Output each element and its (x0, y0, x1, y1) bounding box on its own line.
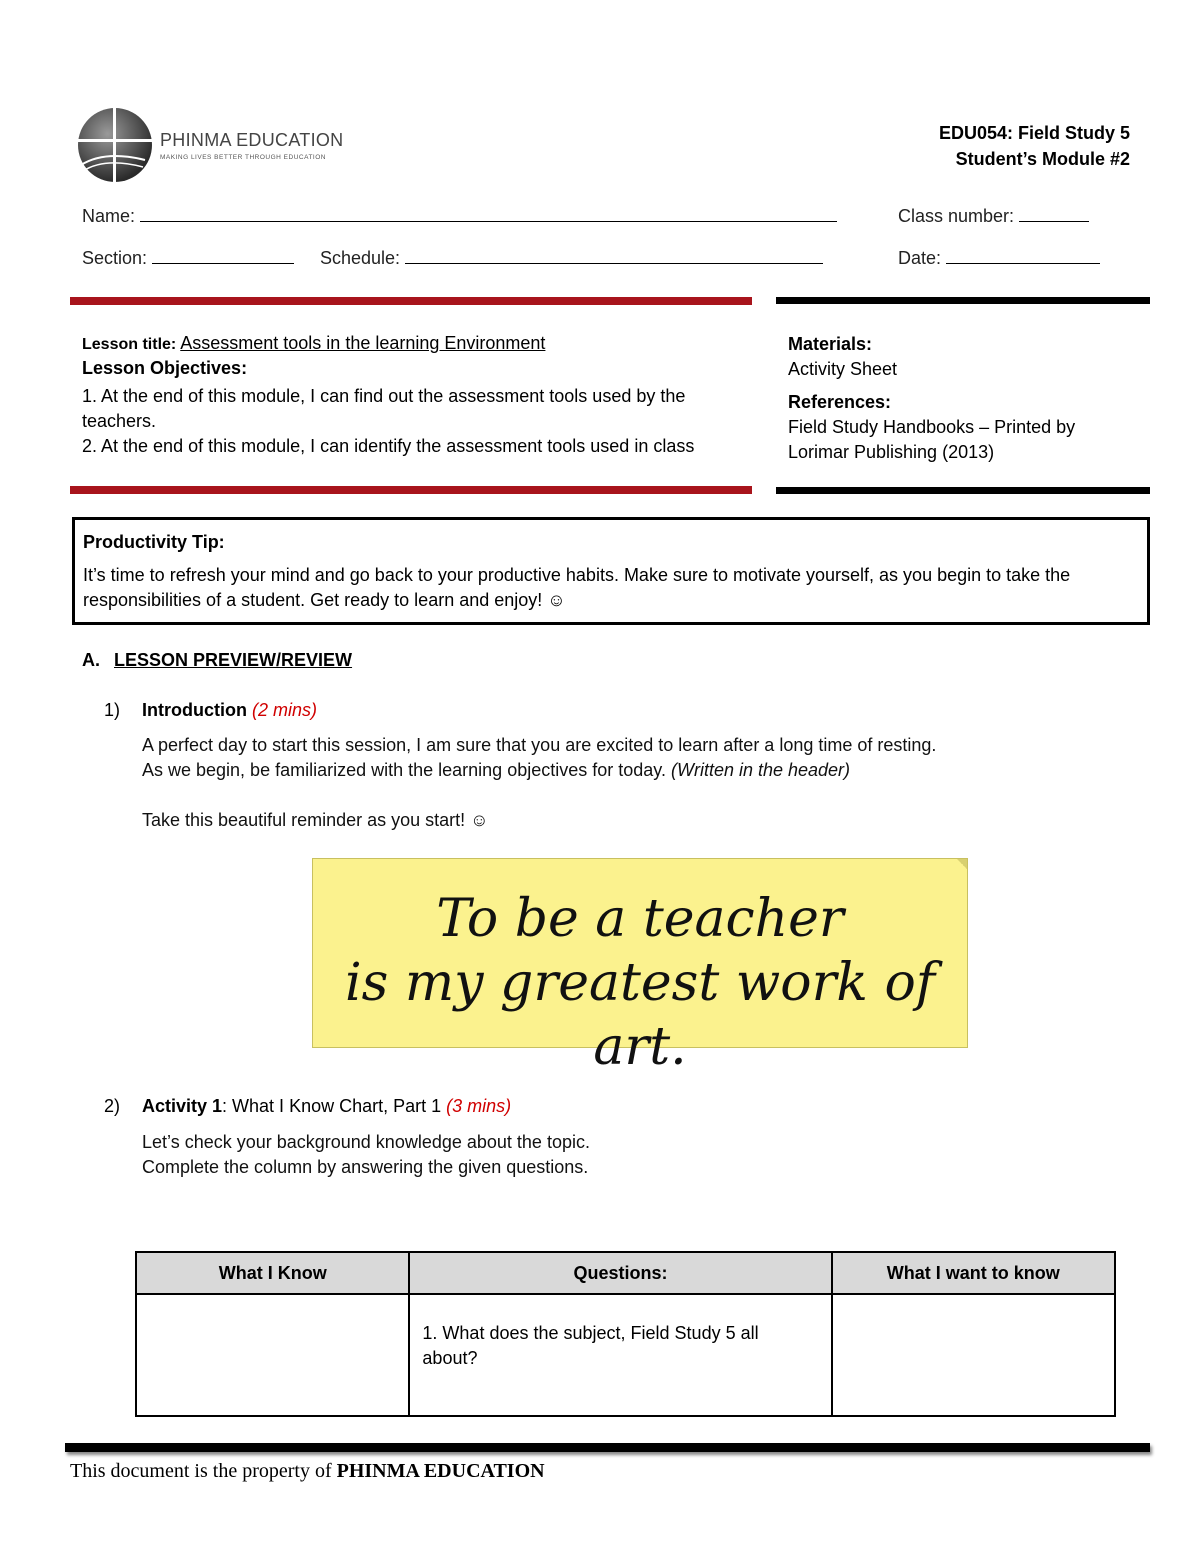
module-number: Student’s Module #2 (955, 149, 1130, 169)
kwl-cell-question: 1. What does the subject, Field Study 5 all about? (409, 1294, 831, 1416)
intro-line-1: A perfect day to start this session, I am sure that you are excited to learn after a long time of resting. (142, 735, 937, 755)
intro-heading (142, 700, 317, 721)
footer-rule (65, 1443, 1150, 1452)
objective-1: 1. At the end of this module, I can find out the assessment tools used by the teachers. (82, 386, 686, 431)
class-number-field (898, 203, 1089, 227)
section-label: Section: (82, 248, 148, 268)
class-number-label: Class number: (898, 206, 1015, 226)
intro-title: Introduction (142, 700, 247, 720)
footer-prefix: This document is the property of (70, 1460, 332, 1482)
quote-text (313, 887, 967, 1079)
intro-number: 1) (104, 700, 121, 720)
activity1-time: (3 mins) (446, 1096, 512, 1116)
lesson-title (82, 332, 752, 356)
logo-title: PHINMA EDUCATION (160, 130, 344, 150)
kwl-header-know: What I Know (136, 1252, 409, 1294)
activity1-instructions (142, 1130, 590, 1180)
kwl-cell-want[interactable] (832, 1294, 1115, 1416)
date-label: Date: (898, 248, 942, 268)
schedule-blank[interactable] (405, 245, 823, 264)
footer-owner: PHINMA EDUCATION (336, 1460, 545, 1482)
objective-2: 2. At the end of this module, I can identify the assessment tools used in class (82, 436, 695, 456)
references-heading: References: (788, 392, 892, 412)
kwl-header-questions: Questions: (409, 1252, 831, 1294)
kwl-table (135, 1251, 1116, 1417)
intro-paragraph (142, 733, 1142, 783)
schedule-field (320, 245, 823, 269)
kwl-cell-know[interactable] (136, 1294, 409, 1416)
materials-info (788, 332, 1148, 465)
intro-line-2-note: (Written in the header) (670, 760, 851, 780)
section-a-heading (82, 650, 352, 671)
schedule-label: Schedule: (320, 248, 401, 268)
activity1-line-2: Complete the column by answering the given questions. (142, 1157, 589, 1177)
section-a-letter: A. (82, 650, 100, 670)
tip-text: It’s time to refresh your mind and go back to your productive habits. Make sure to motivate yourself, as you begin to take the responsibilities of a student. Get ready to learn and enjoy! ☺ (83, 565, 1071, 610)
table-row (136, 1294, 1115, 1416)
lesson-title-label: Lesson title: (82, 336, 177, 353)
course-header (939, 120, 1130, 172)
section-field (82, 245, 294, 269)
kwl-header-want: What I want to know (832, 1252, 1115, 1294)
section-blank[interactable] (152, 245, 294, 264)
lesson-title-value: Assessment tools in the learning Environment (180, 333, 546, 353)
logo-wordmark (160, 130, 343, 161)
quote-sticky-note (312, 858, 968, 1077)
class-number-blank[interactable] (1019, 203, 1089, 222)
intro-time: (2 mins) (252, 700, 318, 720)
section-a-title: LESSON PREVIEW/REVIEW (114, 650, 353, 670)
activity1-title: Activity 1 (142, 1096, 223, 1116)
intro-line-2 (142, 758, 1142, 783)
productivity-tip-box (72, 517, 1150, 625)
quote-line-1: To be a teacher (436, 889, 844, 949)
references-value: Field Study Handbooks – Printed by Lorimar Publishing (2013) (788, 417, 1076, 462)
kwl-header-row (136, 1252, 1115, 1294)
intro-line-2-text: As we begin, be familiarized with the learning objectives for today. (142, 760, 666, 780)
name-blank[interactable] (140, 203, 837, 222)
materials-bottom-rule (776, 487, 1150, 494)
lesson-bottom-rule (70, 486, 752, 494)
footer-text (70, 1460, 545, 1483)
logo-tagline: MAKING LIVES BETTER THROUGH EDUCATION (160, 154, 326, 161)
date-blank[interactable] (946, 245, 1100, 264)
materials-top-rule (776, 297, 1150, 304)
quote-line-2: is my greatest work of art. (344, 953, 936, 1077)
name-label: Name: (82, 206, 136, 226)
materials-heading: Materials: (788, 334, 873, 354)
activity1-subtitle: : What I Know Chart, Part 1 (222, 1096, 442, 1116)
objectives-heading: Lesson Objectives: (82, 358, 248, 378)
activity1-line-1: Let’s check your background knowledge about the topic. (142, 1132, 590, 1152)
activity1-heading (142, 1096, 511, 1117)
course-code: EDU054: Field Study 5 (938, 123, 1130, 143)
phinma-globe-icon (75, 105, 165, 185)
intro-reminder: Take this beautiful reminder as you start! ☺ (142, 810, 489, 830)
date-field (898, 245, 1100, 269)
note-fold-decoration (957, 859, 967, 869)
name-field (82, 203, 837, 227)
activity1-number: 2) (104, 1096, 121, 1116)
lesson-top-rule (70, 297, 752, 305)
materials-value: Activity Sheet (788, 359, 898, 379)
lesson-info (82, 332, 752, 459)
tip-heading: Productivity Tip: (83, 532, 225, 552)
